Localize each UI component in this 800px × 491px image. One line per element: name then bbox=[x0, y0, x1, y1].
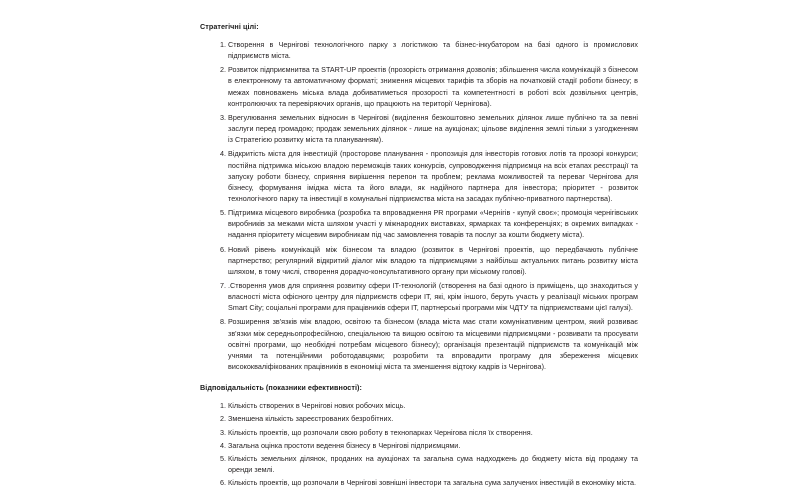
list-item: Розширення зв'язків між владою, освітою та бізнесом (влада міста має стати комунікативним центром, який розвиває зв'язки між середньопрофесійною, спеціальною та вищою освітою та місцевими підприємцями - розвивати та просувати освітні програми, що необхідні потребам місцевого бізнесу); організація презентацій підприємств та комунікацій між учнями та потенційними роботодавцями; розробити та впровадити програму для збереження місцевих висококваліфікованих працівників в економіці міста та зменшення відтоку кадрів із Чернігова). bbox=[228, 317, 638, 371]
list-item: Зменшена кількість зареєстрованих безробітних. bbox=[228, 414, 394, 424]
section-heading-strategic-goals: Стратегічні цілі: bbox=[200, 22, 259, 31]
strategic-goals-list bbox=[200, 39, 638, 372]
list-item: Розвиток підприємнитва та START-UP проектів (прозорість отримання дозволів; збільшення числа комунікацій з бізнесом в електронному та автоматичному форматі; зниження місцевих тарифів та зборів на початковій стадії роботи бізнесу; в межах повноважень міська влада добиватиметься прозорості та компетентності в роботі всіх дозвільних центрів, контролюючих та перевіряючих органів, що працюють на території Чернігова). bbox=[228, 65, 638, 108]
section-heading-responsibility: Відповідальність (показники ефективності): bbox=[200, 382, 362, 392]
list-item: Новий рівень комунікацій між бізнесом та владою (розвиток в Чернігові проектів, що передбачають публічне партнерство; регулярний відкритий діалог між владою та підприємцями з найбільш актуальних питань розвитку міста шляхом, в тому числі, створення дорадчо-консультативного органу при міському голові). bbox=[228, 244, 638, 276]
list-item: Загальна оцінка простоти ведення бізнесу в Чернігові підприємцями. bbox=[228, 440, 461, 450]
list-item: Кількість створених в Чернігові нових робочих місць. bbox=[228, 400, 406, 410]
list-item: .Створення умов для сприяння розвитку сфери IT-технологій (створення на базі одного із приміщень, що знаходиться у власності міста офісного центру для підприємств сфери IT, які, крім іншого, беруть участь у реалізації міських програм Smart City; соціальні програми для працівників сфери IT, партнерські програми між ЧДТУ та підприємствами цієї галузі). bbox=[228, 281, 638, 313]
section-responsibility bbox=[200, 382, 638, 489]
section-strategic-goals bbox=[200, 21, 638, 372]
list-item: Кількість проектів, що розпочали свою роботу в технопарках Чернігова після їх створення. bbox=[228, 427, 533, 437]
document-body bbox=[200, 21, 638, 491]
list-item: Створення в Чернігові технологічного парку з логістикою та бізнес-інкубатором на базі одного із промислових підприємств міста. bbox=[228, 40, 638, 61]
list-item: Врегулювання земельних відносин в Чернігові (виділення безкоштовно земельних ділянок лише публічно та за певні заслуги перед громадою; продаж земельних ділянок - лише на аукціонах; цільове виділення землі тільки з узгодженням із Стратегією розвитку міста та плануванням). bbox=[228, 112, 638, 145]
responsibility-list bbox=[200, 400, 638, 489]
list-item: Кількість земельних ділянок, проданих на аукціонах та загальна сума надходжень до бюджету міста від продажу та оренди землі. bbox=[228, 454, 638, 475]
list-item: Кількість проектів, що розпочали в Чернігові зовнішні інвестори та загальна сума залучених інвестицій в економіку міста. bbox=[228, 478, 637, 488]
list-item: Підтримка місцевого виробника (розробка та впровадження PR програми «Чернігів - купуй своє»; промоція чернігівських виробників за межами міста шляхом участі у міжнародних виставках, ярмарках та конференціях; в окремих випадках - надання пріоритету місцевим виробникам під час замовлення товарів та послуг за кошти бюджету міста). bbox=[228, 208, 638, 240]
list-item: Відкритість міста для інвестицій (просторове планування - пропозиція для інвесторів готових лотів та прозорі конкурси; постійна підтримка міською владою переможців таких конкурсів, супроводження підприємця на всіх етапах реєстрації та запуску роботи бізнесу, сприяння вирішення перепон та проблем; реклама можливостей та переваг Чернігова для бізнесу, формування іміджа міста та його влади, як надійного партнера для інвестора; пріоритет - розвиток технологічного парку та інвестиції в комунальні підприємства міста на засадах публічно-приватного партнерства). bbox=[228, 149, 638, 203]
